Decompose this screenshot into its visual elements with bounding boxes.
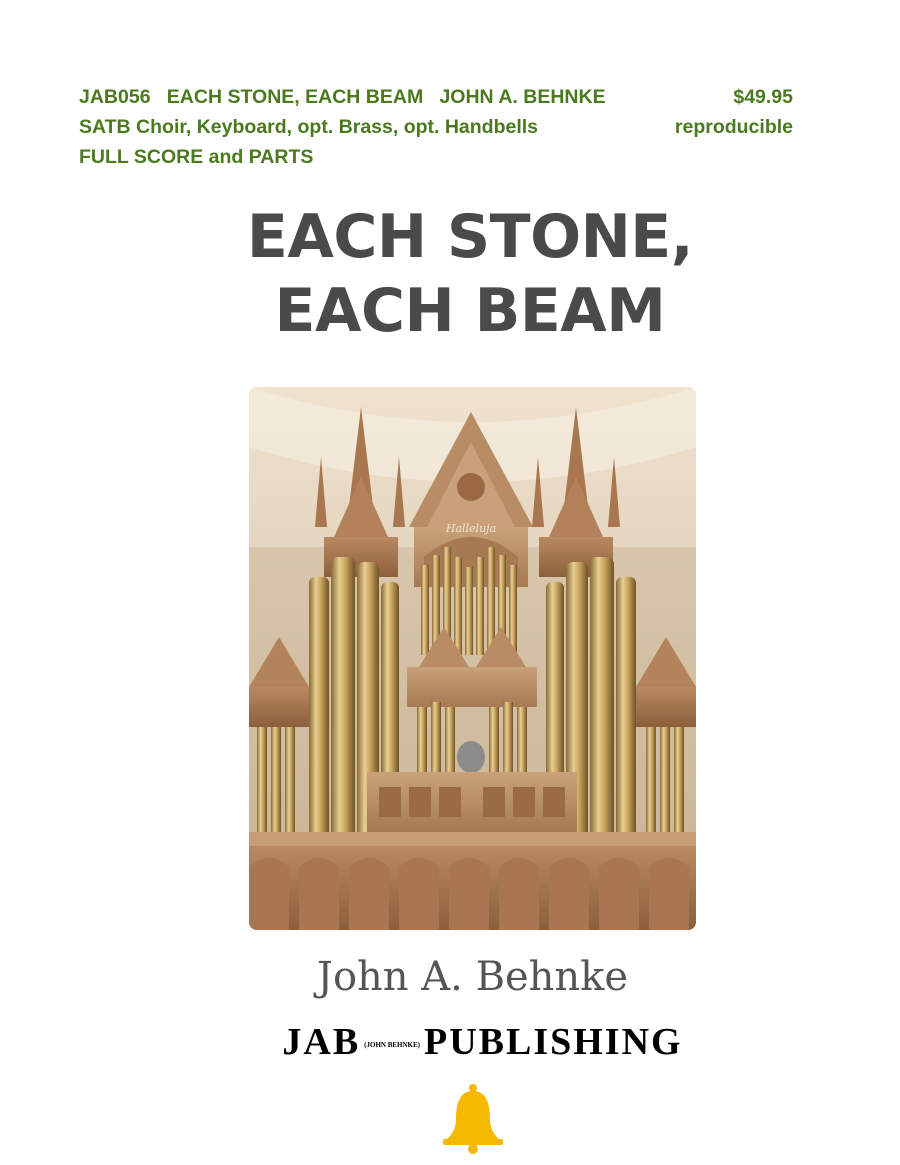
catalog-line: JAB056 EACH STONE, EACH BEAM JOHN A. BEHNKE	[79, 86, 606, 108]
title-line-1: EACH STONE,	[246, 202, 694, 272]
publisher-subtext: (JOHN BEHNKE)	[364, 1041, 420, 1050]
organ-inscription: Halleluja	[445, 522, 497, 535]
edition-line: FULL SCORE and PARTS	[79, 146, 314, 168]
page-title	[0, 200, 900, 348]
bell-icon	[437, 1083, 509, 1155]
publisher-publishing: PUBLISHING	[423, 1021, 683, 1063]
price: $49.95	[733, 86, 793, 108]
pipe-organ-illustration	[249, 387, 696, 930]
title-line-2: EACH BEAM	[274, 276, 666, 346]
header-row-2	[79, 112, 793, 142]
publisher-logo	[0, 1020, 900, 1064]
composer-name: John A. Behnke	[316, 954, 629, 1000]
header-row-3	[79, 142, 793, 172]
cover-photo	[249, 387, 696, 930]
voicing-line: SATB Choir, Keyboard, opt. Brass, opt. Handbells	[79, 116, 539, 138]
header-row-1	[79, 82, 793, 112]
reproducible-label: reproducible	[674, 116, 793, 138]
catalog-header	[79, 82, 793, 172]
publisher-jab: JAB	[282, 1021, 361, 1063]
